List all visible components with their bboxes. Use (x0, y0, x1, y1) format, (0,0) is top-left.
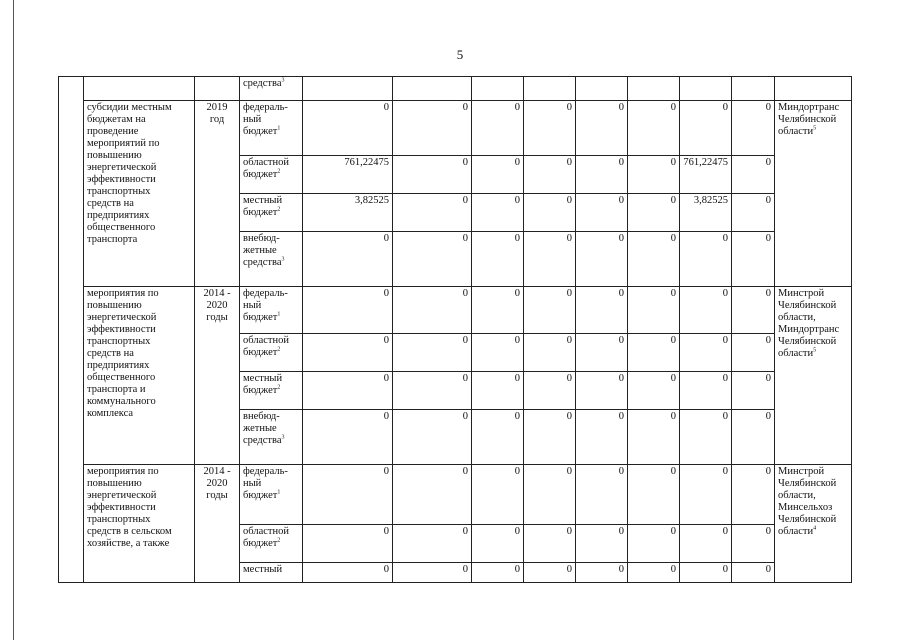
value-cell: 0 (628, 232, 680, 287)
value-cell: 0 (732, 287, 775, 334)
value-cell: 0 (732, 465, 775, 525)
footnote-marker: 1 (277, 311, 281, 318)
value-cell: 0 (524, 334, 576, 372)
value-cell: 0 (576, 563, 628, 583)
footnote-marker: 1 (277, 125, 281, 132)
value-cell: 0 (472, 156, 524, 194)
footnote-marker: 2 (277, 346, 281, 353)
value-cell: 0 (303, 410, 393, 465)
period-text: 2014 - 2020 годы (203, 288, 231, 323)
value-cell: 0 (303, 101, 393, 156)
value-cell: 0 (524, 563, 576, 583)
footnote-marker: 2 (277, 384, 281, 391)
value-cell: 0 (524, 525, 576, 563)
value-cell: 0 (628, 101, 680, 156)
cell-text: федераль- ный бюджет (243, 102, 288, 137)
cell-text: Минстрой Челябинской области, Минсельхоз Челябинской области (778, 466, 837, 537)
value-cell: 0 (576, 194, 628, 232)
value-cell (524, 77, 576, 101)
cell-text: федераль- ный бюджет (243, 466, 288, 501)
value-cell: 0 (303, 287, 393, 334)
cell-text: федераль- ный бюджет (243, 288, 288, 323)
value-cell (628, 77, 680, 101)
cell-text: местный (243, 564, 283, 575)
executor-cell (775, 101, 852, 287)
value-cell: 0 (393, 410, 472, 465)
value-cell: 0 (303, 563, 393, 583)
value-cell: 0 (680, 232, 732, 287)
value-cell: 0 (576, 465, 628, 525)
value-cell: 0 (680, 372, 732, 410)
value-cell: 0 (393, 194, 472, 232)
value-cell: 0 (732, 334, 775, 372)
value-cell (732, 77, 775, 101)
value-cell: 0 (732, 194, 775, 232)
value-cell: 0 (576, 525, 628, 563)
value-cell: 0 (628, 334, 680, 372)
value-cell: 0 (303, 465, 393, 525)
margin-column-cell (59, 77, 84, 583)
cell-text: областной бюджет (243, 526, 289, 549)
footnote-marker: 3 (281, 434, 285, 441)
value-cell (680, 77, 732, 101)
source-cell (240, 101, 303, 156)
value-cell: 0 (680, 563, 732, 583)
value-cell: 0 (393, 525, 472, 563)
budget-table (58, 76, 852, 583)
value-cell: 0 (303, 232, 393, 287)
value-cell: 0 (680, 287, 732, 334)
cell-text: Минстрой Челябинской области, Миндортранс Челябинской области (778, 288, 840, 359)
value-cell: 0 (303, 372, 393, 410)
period-cell (195, 287, 240, 465)
value-cell: 0 (524, 194, 576, 232)
value-cell: 0 (472, 232, 524, 287)
value-cell: 0 (303, 334, 393, 372)
source-cell (240, 525, 303, 563)
value-cell: 0 (732, 101, 775, 156)
value-cell: 0 (576, 334, 628, 372)
value-cell: 0 (393, 334, 472, 372)
value-cell: 0 (472, 334, 524, 372)
value-cell: 0 (628, 563, 680, 583)
cell-text: внебюд- жетные средства (243, 233, 282, 268)
value-cell: 0 (576, 287, 628, 334)
period-text: 2019 год (206, 102, 228, 125)
activity-cell (84, 287, 195, 465)
footnote-marker: 2 (277, 206, 281, 213)
page-number: 5 (456, 47, 464, 62)
value-cell (472, 77, 524, 101)
value-cell: 0 (576, 410, 628, 465)
value-cell: 0 (524, 287, 576, 334)
activity-text: мероприятия по повышению энергетической эффективности транспортных средств на предприятиях общественного транспорта и коммунального комплекса (87, 288, 159, 419)
value-cell: 0 (472, 372, 524, 410)
activity-cell (84, 101, 195, 287)
value-cell (303, 77, 393, 101)
value-cell: 0 (576, 372, 628, 410)
cell-text: внебюд- жетные средства (243, 411, 282, 446)
table-row (59, 287, 852, 334)
value-cell: 0 (732, 410, 775, 465)
value-cell: 0 (393, 232, 472, 287)
value-cell: 0 (628, 465, 680, 525)
period-text: 2014 - 2020 годы (203, 466, 231, 501)
value-cell: 0 (680, 334, 732, 372)
value-cell: 0 (472, 525, 524, 563)
value-cell: 0 (732, 563, 775, 583)
value-cell: 0 (628, 194, 680, 232)
table-row (59, 101, 852, 156)
value-cell: 0 (524, 372, 576, 410)
footnote-marker: 5 (813, 125, 817, 132)
source-cell (240, 194, 303, 232)
value-cell: 0 (303, 525, 393, 563)
source-cell (240, 465, 303, 525)
value-cell: 0 (472, 194, 524, 232)
cell-text: местный бюджет (243, 195, 283, 218)
value-cell: 0 (628, 525, 680, 563)
value-cell: 0 (472, 101, 524, 156)
value-cell: 0 (524, 465, 576, 525)
footnote-marker: 3 (281, 77, 285, 84)
executor-cell (775, 77, 852, 101)
value-cell: 0 (524, 232, 576, 287)
value-cell: 3,82525 (303, 194, 393, 232)
value-cell: 0 (576, 232, 628, 287)
source-cell (240, 410, 303, 465)
value-cell (393, 77, 472, 101)
footnote-marker: 5 (813, 347, 817, 354)
value-cell: 0 (628, 156, 680, 194)
table-row (59, 77, 852, 101)
value-cell: 0 (680, 465, 732, 525)
executor-cell (775, 287, 852, 465)
value-cell: 0 (393, 372, 472, 410)
activity-text: субсидии местным бюджетам на проведение мероприятий по повышению энергетической эффективности транспортных средств на предприятиях общественного транспорта (87, 102, 172, 245)
value-cell: 0 (524, 101, 576, 156)
value-cell: 0 (576, 101, 628, 156)
value-cell: 0 (732, 372, 775, 410)
value-cell: 0 (524, 156, 576, 194)
value-cell: 0 (732, 156, 775, 194)
table-row (59, 465, 852, 525)
footnote-marker: 1 (277, 489, 281, 496)
value-cell: 0 (628, 372, 680, 410)
value-cell: 0 (472, 563, 524, 583)
source-cell (240, 563, 303, 583)
value-cell: 0 (472, 410, 524, 465)
cell-text: областной бюджет (243, 157, 289, 180)
value-cell: 0 (524, 410, 576, 465)
value-cell: 0 (628, 287, 680, 334)
cell-text: Миндортранс Челябинской области (778, 102, 840, 137)
value-cell: 3,82525 (680, 194, 732, 232)
period-cell (195, 77, 240, 101)
footnote-marker: 4 (813, 525, 817, 532)
source-cell (240, 334, 303, 372)
footnote-marker: 3 (281, 256, 285, 263)
value-cell: 0 (732, 232, 775, 287)
source-cell (240, 156, 303, 194)
value-cell: 0 (393, 465, 472, 525)
value-cell: 0 (680, 410, 732, 465)
value-cell: 0 (393, 563, 472, 583)
value-cell: 0 (680, 525, 732, 563)
value-cell (576, 77, 628, 101)
value-cell: 0 (732, 525, 775, 563)
value-cell: 761,22475 (303, 156, 393, 194)
source-cell (240, 372, 303, 410)
value-cell: 0 (472, 465, 524, 525)
scan-edge-line (13, 0, 14, 640)
value-cell: 0 (628, 410, 680, 465)
value-cell: 0 (393, 101, 472, 156)
executor-cell (775, 465, 852, 583)
footnote-marker: 2 (277, 168, 281, 175)
cell-text: средства (243, 78, 282, 89)
activity-cell (84, 465, 195, 583)
period-cell (195, 101, 240, 287)
value-cell: 0 (576, 156, 628, 194)
value-cell: 0 (472, 287, 524, 334)
activity-text: мероприятия по повышению энергетической эффективности транспортных средств в сельском хозяйстве, а также (87, 466, 172, 549)
value-cell: 0 (393, 287, 472, 334)
source-cell (240, 232, 303, 287)
source-cell (240, 287, 303, 334)
value-cell: 761,22475 (680, 156, 732, 194)
period-cell (195, 465, 240, 583)
footnote-marker: 2 (277, 537, 281, 544)
source-cell (240, 77, 303, 101)
activity-cell (84, 77, 195, 101)
value-cell: 0 (680, 101, 732, 156)
cell-text: местный бюджет (243, 373, 283, 396)
cell-text: областной бюджет (243, 335, 289, 358)
value-cell: 0 (393, 156, 472, 194)
